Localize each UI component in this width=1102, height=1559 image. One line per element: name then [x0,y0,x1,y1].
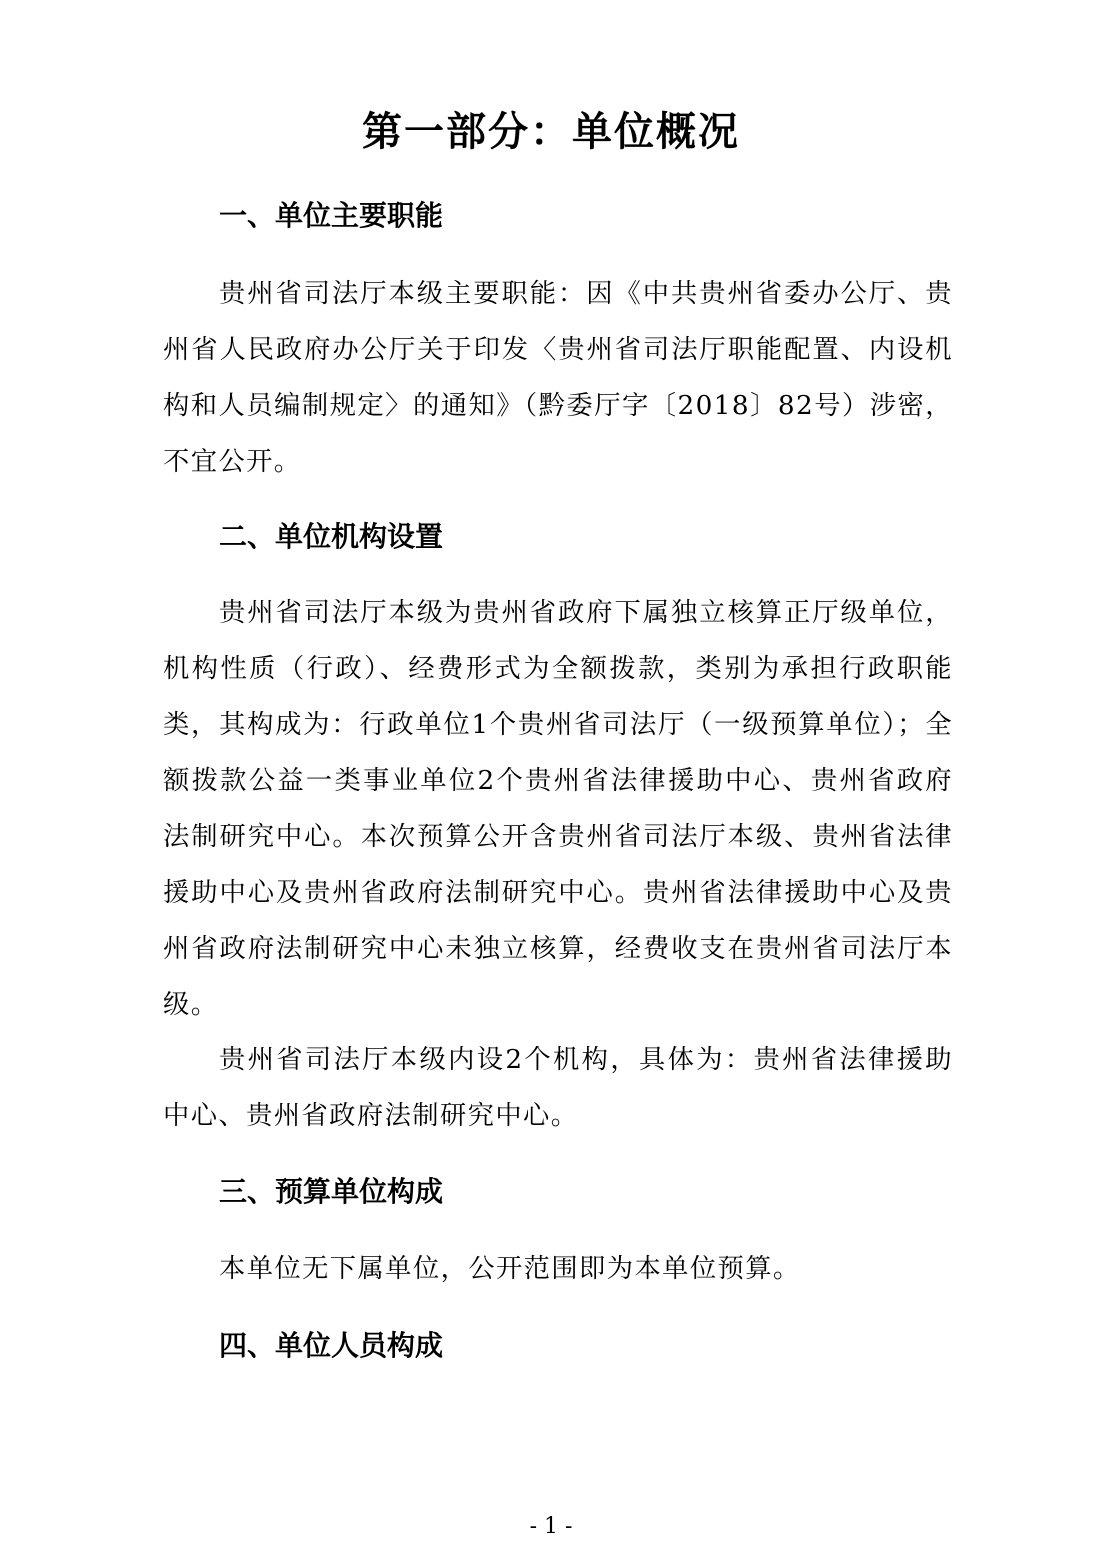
paragraph-functions: 贵州省司法厅本级主要职能：因《中共贵州省委办公厅、贵州省人民政府办公厅关于印发〈贵州省司法厅职能配置、内设机构和人员编制规定〉的通知》（黔委厅字〔2018〕82号）涉密，不宜公开。 [163,279,953,477]
section-heading-functions: 一、单位主要职能 [219,199,444,232]
section-heading-budget-units: 三、预算单位构成 [219,1175,444,1208]
paragraph-internal-departments: 贵州省司法厅本级内设2个机构，具体为：贵州省法律援助中心、贵州省政府法制研究中心。 [163,1045,953,1131]
page-number: - 1 - [529,1514,573,1539]
paragraph-budget-units: 本单位无下属单位，公开范围即为本单位预算。 [219,1254,801,1284]
section-heading-organization: 二、单位机构设置 [219,520,444,553]
section-heading-personnel: 四、单位人员构成 [219,1329,444,1362]
paragraph-organization: 贵州省司法厅本级为贵州省政府下属独立核算正厅级单位，机构性质（行政）、经费形式为全额拨款，类别为承担行政职能类，其构成为：行政单位1个贵州省司法厅（一级预算单位）；全额拨款公益一类事业单位2个贵州省法律援助中心、贵州省政府法制研究中心。本次预算公开含贵州省司法厅本级、贵州省法律援助中心及贵州省政府法制研究中心。贵州省法律援助中心及贵州省政府法制研究中心未独立核算，经费收支在贵州省司法厅本级。 [163,598,953,1020]
page-title: 第一部分：单位概况 [362,109,740,155]
